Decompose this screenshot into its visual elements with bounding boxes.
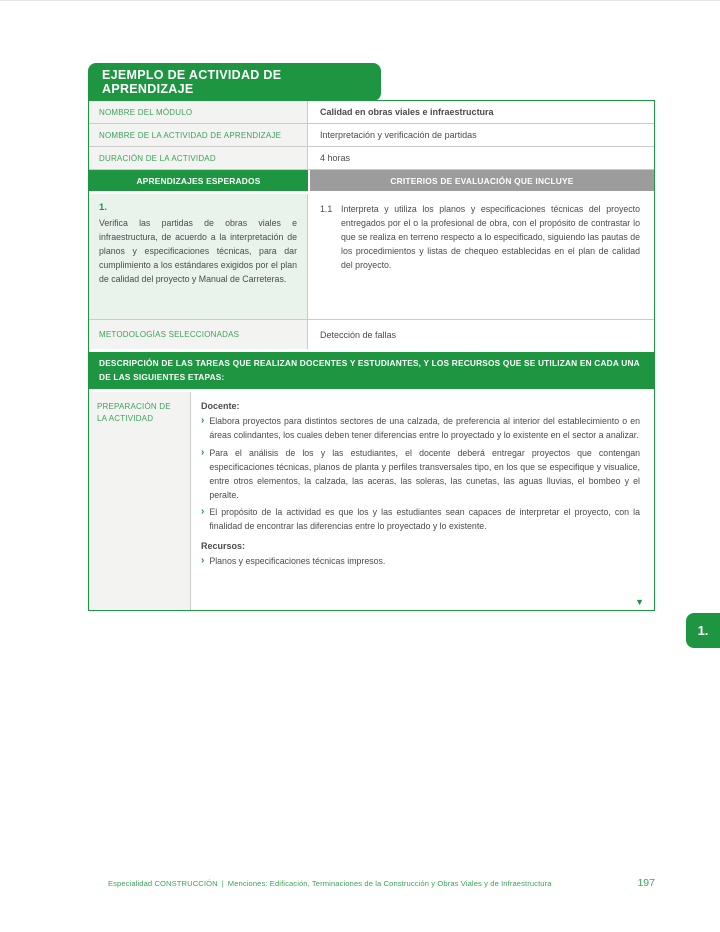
page-footer bbox=[108, 877, 655, 889]
recursos-bullet-text: Planos y especificaciones técnicas impresos. bbox=[209, 555, 386, 566]
docente-bullet-text: Para el análisis de los y las estudiantes, el docente deberá entregar proyectos que contengan especificaciones técnicas, planos de planta y perfiles transversales tipo, en los que se especifique y visualice, entre otros elementos, la calzada, las aceras, las soleras, las cunetas, las aguas lluvias, el bombeo y el peralte. bbox=[209, 447, 640, 500]
objective-number: 1. bbox=[99, 202, 107, 213]
evaluation-criteria-cell bbox=[308, 194, 654, 319]
page-title: EJEMPLO DE ACTIVIDAD DE APRENDIZAJE bbox=[102, 68, 282, 96]
objective-text: Verifica las partidas de obras viales e infraestructura, de acuerdo a la interpretación de planos y especificaciones técnicas, para dar cumplimiento a los estándares exigidos por el plan de calidad del proyecto y Manual de Carreteras. bbox=[99, 218, 297, 285]
chevron-bullet-icon: › bbox=[201, 446, 205, 458]
preparation-label: PREPARACIÓN DE LA ACTIVIDAD bbox=[89, 392, 191, 610]
footer-mentions: Menciones: Edificación, Terminaciones de la Construcción y Obras Viales y de Infraestructura bbox=[227, 879, 552, 888]
footer-specialty: Especialidad CONSTRUCCIÓN bbox=[108, 879, 218, 888]
list-item bbox=[201, 446, 640, 502]
row-value-methodologies: Detección de fallas bbox=[320, 329, 397, 340]
docente-bullet-text: El propósito de la actividad es que los y las estudiantes sean capaces de interpretar el proyecto, con la finalidad de encontrar las diferencias entre lo proyectado y lo existente. bbox=[209, 506, 640, 531]
continuation-arrow-icon: ▼ bbox=[635, 597, 644, 607]
chevron-bullet-icon: › bbox=[201, 554, 205, 566]
page-title-tab bbox=[88, 63, 381, 101]
learning-objective-cell bbox=[89, 194, 308, 319]
chapter-side-tab bbox=[686, 613, 720, 648]
row-value-module: Calidad en obras viales e infraestructura bbox=[320, 107, 494, 117]
docente-bullet-text: Elabora proyectos para distintos sectores de una calzada, de preferencia al interior del establecimiento o en áreas colindantes, los cuales deben tener diferencias entre lo proyectado y lo existente en el sector a analizar. bbox=[209, 416, 640, 441]
page-number: 197 bbox=[637, 877, 655, 889]
table-row bbox=[89, 320, 654, 349]
table-row bbox=[89, 124, 654, 147]
list-item bbox=[201, 414, 640, 442]
header-criterios: CRITERIOS DE EVALUACIÓN QUE INCLUYE bbox=[310, 170, 654, 191]
footer-divider: | bbox=[221, 879, 224, 888]
table-row bbox=[89, 147, 654, 170]
row-label-activity-name: NOMBRE DE LA ACTIVIDAD DE APRENDIZAJE bbox=[89, 124, 308, 146]
chevron-bullet-icon: › bbox=[201, 505, 205, 517]
page-top-edge bbox=[0, 0, 720, 1]
docente-title: Docente: bbox=[201, 401, 240, 412]
chapter-number: 1. bbox=[697, 623, 709, 638]
preparation-content bbox=[191, 392, 654, 610]
objective-criteria-row bbox=[89, 194, 654, 320]
row-label-module: NOMBRE DEL MÓDULO bbox=[89, 101, 308, 123]
criteria-number: 1.1 bbox=[320, 204, 333, 214]
preparation-row bbox=[89, 392, 654, 610]
column-header-row bbox=[89, 170, 654, 191]
list-item bbox=[201, 554, 640, 568]
row-value-activity-name: Interpretación y verificación de partidas bbox=[320, 130, 477, 140]
activity-table bbox=[88, 100, 655, 611]
criteria-text: Interpreta y utiliza los planos y especificaciones técnicas del proyecto entregados por el o la profesional de obra, con el propósito de contrastar lo que se realiza en terreno respecto a lo especificado, siguiendo las pautas de los procedimientos y listas de chequeo establecidas en el plan de calidad del proyecto. bbox=[341, 204, 640, 271]
row-label-methodologies: METODOLOGÍAS SELECCIONADAS bbox=[89, 320, 308, 349]
row-label-duration: DURACIÓN DE LA ACTIVIDAD bbox=[89, 147, 308, 169]
list-item bbox=[201, 505, 640, 533]
row-value-duration: 4 horas bbox=[320, 153, 351, 163]
recursos-title: Recursos: bbox=[201, 540, 246, 551]
chevron-bullet-icon: › bbox=[201, 415, 205, 427]
table-row bbox=[89, 101, 654, 124]
header-aprendizajes: APRENDIZAJES ESPERADOS bbox=[89, 170, 308, 191]
tasks-description-banner: DESCRIPCIÓN DE LAS TAREAS QUE REALIZAN DOCENTES Y ESTUDIANTES, Y LOS RECURSOS QUE SE UTILIZAN EN CADA UNA DE LAS SIGUIENTES ETAPAS: bbox=[89, 352, 654, 389]
